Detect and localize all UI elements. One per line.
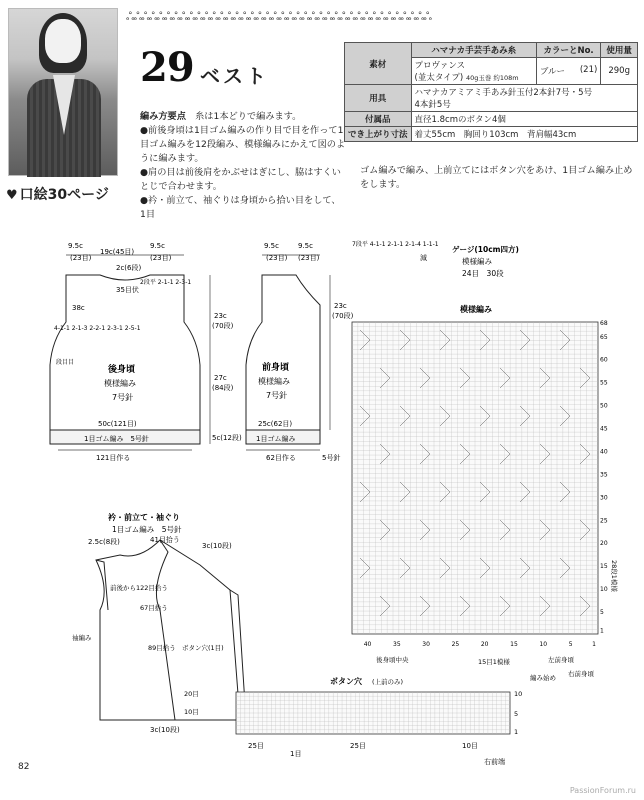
watermark: PassionForum.ru	[569, 786, 636, 795]
chart-row-label: 20	[600, 540, 608, 548]
svg-text:25目: 25目	[350, 742, 366, 750]
svg-text:後身頃中央: 後身頃中央	[376, 656, 409, 664]
svg-text:23c: 23c	[334, 302, 347, 310]
svg-text:67目拾う: 67目拾う	[140, 604, 168, 612]
decorative-border: ஃஃஃஃஃஃஃஃஃஃஃஃஃஃஃஃஃஃஃஃஃஃஃஃஃஃஃஃஃஃஃஃஃஃஃஃஃஃஃஃ	[126, 10, 432, 23]
svg-text:(23目): (23目)	[298, 254, 320, 262]
svg-text:(23目): (23目)	[150, 254, 172, 262]
size-cell: 着丈55cm 胸回り103cm 背肩幅43cm	[411, 127, 637, 142]
page-number: 82	[18, 762, 30, 772]
chart-row-label: 55	[600, 379, 608, 387]
svg-text:ボタン穴: ボタン穴	[330, 677, 362, 686]
front-body-outline	[246, 275, 320, 430]
svg-text:7号針: 7号針	[266, 391, 288, 400]
svg-text:4-1-1 2-1-3 2-2-1 2-3-1 2-5-1: 4-1-1 2-1-3 2-2-1 2-3-1 2-5-1	[54, 325, 141, 332]
chart-row-label: 65	[600, 333, 608, 341]
back-title: 後身頃	[108, 365, 136, 375]
amount-header: 使用量	[601, 43, 638, 58]
svg-text:10: 10	[514, 690, 523, 698]
chart-row-label: 40	[600, 448, 608, 456]
chart-row-label: 25	[600, 517, 608, 525]
svg-text:1: 1	[514, 728, 519, 736]
svg-text:右前端: 右前端	[484, 758, 505, 766]
chart-row-label: 50	[600, 402, 608, 410]
svg-text:左前身頃: 左前身頃	[548, 656, 574, 664]
chart-col-label: 20	[480, 641, 489, 648]
yarn-cell: プロヴァンス (並太タイプ) 40g玉巻 約108m	[411, 58, 536, 85]
svg-text:9.5c: 9.5c	[150, 242, 165, 250]
chart-row-label: 1	[600, 627, 604, 635]
svg-text:1目: 1目	[290, 750, 302, 758]
svg-text:23c: 23c	[214, 312, 227, 320]
svg-text:模様編み: 模様編み	[462, 257, 492, 266]
materials-table	[344, 42, 638, 142]
parts-label: 付属品	[345, 112, 412, 127]
chart-row-label: 10	[600, 586, 608, 594]
svg-text:62目作る: 62目作る	[266, 454, 296, 462]
svg-text:減: 減	[420, 254, 427, 262]
svg-text:15目1模様: 15目1模様	[478, 658, 510, 666]
svg-text:10目: 10目	[184, 708, 199, 716]
svg-text:7段平 4-1-1 2-1-1 2-1-4 1-1-1: 7段平 4-1-1 2-1-1 2-1-4 1-1-1	[352, 241, 439, 248]
knitting-diagram	[0, 230, 644, 770]
svg-text:9.5c: 9.5c	[298, 242, 313, 250]
chart-title: 模様編み	[460, 305, 492, 314]
pattern-title: ベスト	[200, 64, 269, 88]
svg-text:2段平 2-1-1 2-3-1: 2段平 2-1-1 2-3-1	[140, 279, 192, 286]
yarn-header: ハマナカ手芸手あみ糸	[411, 43, 536, 58]
svg-text:5号針: 5号針	[322, 454, 341, 462]
svg-text:段目目: 段目目	[56, 359, 75, 366]
heart-icon: ♥	[6, 188, 18, 203]
model-photo	[8, 8, 118, 176]
chart-row-label: 15	[600, 563, 608, 571]
chart-col-label: 25	[451, 641, 460, 648]
page-reference: ♥ 口絵30ページ	[6, 187, 109, 203]
instructions-left: 編み方要点 糸は1本どりで編みます。 ●前後身頃は1目ゴム編みの作り目で目を作って1目ゴム編みを12段編み、模様編みにかえて図のように編みます。 ●肩の目は前後肩をかぶせはぎにし、脇はすくいとじで合わせます。 ●衿・前立て、袖ぐりは身頃から拾い目をして、1目	[140, 111, 346, 220]
svg-text:1目ゴム編み 5号針: 1目ゴム編み 5号針	[84, 435, 149, 443]
svg-text:50c(121目): 50c(121目)	[98, 420, 137, 428]
size-label: でき上がり寸法	[345, 127, 412, 142]
svg-text:前後から122目拾う: 前後から122目拾う	[110, 584, 168, 592]
svg-text:35目伏: 35目伏	[116, 286, 139, 294]
svg-text:1目ゴム編み 5号針: 1目ゴム編み 5号針	[112, 525, 182, 534]
svg-text:(23目): (23目)	[70, 254, 92, 262]
chart-row-label: 35	[600, 471, 608, 479]
svg-text:袖編み: 袖編み	[72, 634, 92, 642]
pattern-number: 29	[140, 44, 194, 91]
svg-text:(70段): (70段)	[332, 312, 354, 320]
svg-text:25c(62目): 25c(62目)	[258, 420, 293, 428]
color-cell: ブルー (21)	[536, 58, 600, 85]
front-title: 前身頃	[262, 363, 290, 373]
svg-text:(70段): (70段)	[212, 322, 234, 330]
svg-text:2c(6段): 2c(6段)	[116, 264, 142, 272]
svg-text:9.5c: 9.5c	[68, 242, 83, 250]
svg-text:3c(10段): 3c(10段)	[150, 726, 180, 734]
svg-text:20目: 20目	[184, 690, 199, 698]
svg-text:2.5c(8段): 2.5c(8段)	[88, 538, 120, 546]
svg-text:編み始め: 編み始め	[530, 674, 556, 682]
svg-text:(23目): (23目)	[266, 254, 288, 262]
chart-row-label: 68	[600, 320, 608, 327]
chart-col-label: 40	[363, 641, 372, 648]
svg-text:3c(10段): 3c(10段)	[202, 542, 232, 550]
chart-col-label: 5	[568, 641, 573, 648]
svg-text:9.5c: 9.5c	[264, 242, 279, 250]
pattern-chart-grid	[352, 322, 598, 634]
svg-text:89目拾う: 89目拾う	[148, 644, 176, 652]
svg-text:19c(45目): 19c(45目)	[100, 248, 135, 256]
chart-col-label: 1	[592, 641, 596, 648]
svg-text:右前身頃: 右前身頃	[568, 670, 594, 678]
svg-text:24目 30段: 24目 30段	[462, 269, 504, 278]
svg-text:(84段): (84段)	[212, 384, 234, 392]
chart-col-label: 30	[422, 641, 430, 648]
svg-text:121目作る: 121目作る	[96, 454, 131, 462]
tools-cell: ハマナカアミアミ手あみ針玉付2本針7号・5号 4本針5号	[411, 85, 637, 112]
buttonhole-chart	[236, 692, 510, 734]
parts-cell: 直径1.8cmのボタン4個	[411, 112, 637, 127]
back-body-outline	[50, 275, 200, 430]
chart-row-label: 5	[600, 609, 604, 617]
svg-text:27c: 27c	[214, 374, 227, 382]
chart-row-label: 60	[600, 356, 608, 364]
chart-col-label: 15	[510, 641, 518, 648]
chart-col-label: 10	[539, 641, 548, 648]
svg-text:25目: 25目	[248, 742, 264, 750]
svg-text:(上前のみ): (上前のみ)	[372, 678, 404, 686]
svg-text:41目拾う: 41目拾う	[150, 536, 180, 544]
chart-row-label: 45	[600, 425, 608, 433]
face-shape	[45, 19, 81, 63]
material-label: 素材	[345, 43, 412, 85]
tools-label: 用具	[345, 85, 412, 112]
svg-text:模様編み: 模様編み	[258, 377, 290, 386]
svg-text:28段1模様: 28段1模様	[610, 560, 618, 592]
svg-text:5: 5	[514, 710, 519, 718]
svg-text:ボタン穴(1目): ボタン穴(1目)	[182, 644, 224, 652]
svg-text:衿・前立て・袖ぐり: 衿・前立て・袖ぐり	[108, 513, 180, 522]
band-outline	[96, 540, 246, 720]
svg-text:38c: 38c	[72, 304, 85, 312]
svg-text:1目ゴム編み: 1目ゴム編み	[256, 435, 296, 443]
svg-text:模様編み: 模様編み	[104, 379, 136, 388]
color-header: カラーとNo.	[536, 43, 600, 58]
chart-col-label: 35	[393, 641, 401, 648]
svg-text:10目: 10目	[462, 742, 478, 750]
instructions-right: ゴム編みで編み、上前立てにはボタン穴をあけ、1目ゴム編み止めをします。	[360, 165, 633, 190]
amount-cell: 290g	[601, 58, 638, 85]
svg-text:5c(12段): 5c(12段)	[212, 434, 242, 442]
chart-row-label: 30	[600, 494, 608, 502]
svg-text:7号針: 7号針	[112, 393, 134, 402]
svg-text:ゲージ(10cm四方): ゲージ(10cm四方)	[452, 245, 519, 254]
